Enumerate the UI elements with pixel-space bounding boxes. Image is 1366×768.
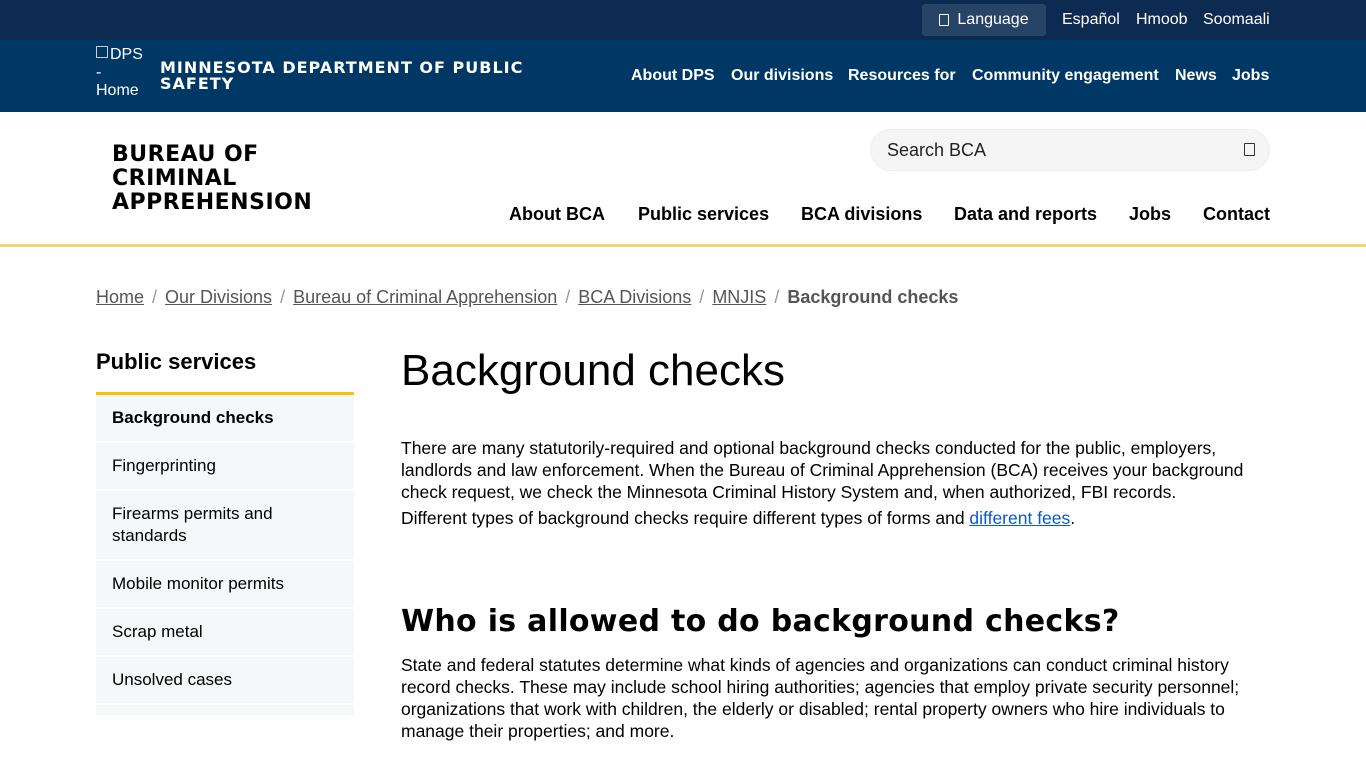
- breadcrumb: [96, 287, 958, 308]
- bca-nav-divisions[interactable]: BCA divisions: [801, 204, 923, 224]
- globe-icon: [939, 14, 949, 26]
- forms-paragraph: [401, 507, 1281, 529]
- language-button[interactable]: [922, 4, 1046, 36]
- sidebar-heading: Public services: [96, 349, 257, 374]
- forms-end: .: [1070, 508, 1076, 528]
- search-input[interactable]: [887, 140, 1227, 161]
- bca-nav-contact[interactable]: Contact: [1203, 204, 1270, 224]
- sidebar-item-unsolved-cases[interactable]: Unsolved cases: [96, 657, 354, 705]
- sidebar-item-background-checks[interactable]: Background checks: [96, 395, 354, 443]
- sidebar-item-scrap-metal[interactable]: Scrap metal: [96, 609, 354, 657]
- language-link-espanol[interactable]: Español: [1062, 11, 1120, 28]
- utility-bar: [0, 0, 1366, 40]
- breadcrumb-separator: /: [699, 287, 705, 307]
- breadcrumb-mnjis[interactable]: MNJIS: [712, 287, 767, 307]
- breadcrumb-bca-divisions[interactable]: BCA Divisions: [578, 287, 692, 307]
- language-label: Language: [957, 11, 1029, 28]
- dps-nav-news[interactable]: News: [1175, 67, 1217, 84]
- breadcrumb-separator: /: [774, 287, 780, 307]
- breadcrumb-bca[interactable]: Bureau of Criminal Apprehension: [293, 287, 558, 307]
- breadcrumb-our-divisions[interactable]: Our Divisions: [165, 287, 273, 307]
- breadcrumb-separator: /: [280, 287, 286, 307]
- section-heading-who-allowed: Who is allowed to do background checks?: [401, 604, 1120, 639]
- bca-nav-about[interactable]: About BCA: [509, 204, 605, 224]
- dps-nav-jobs[interactable]: Jobs: [1232, 67, 1270, 84]
- dps-logo-alt: DPS - Home: [96, 46, 143, 99]
- dps-title[interactable]: MINNESOTA DEPARTMENT OF PUBLIC SAFETY: [160, 58, 524, 93]
- sidebar-item-fingerprinting[interactable]: Fingerprinting: [96, 443, 354, 491]
- page-title: Background checks: [401, 346, 785, 395]
- search-icon[interactable]: [1244, 143, 1255, 156]
- broken-image-icon: [96, 46, 108, 58]
- sidebar-item-mobile-monitor[interactable]: Mobile monitor permits: [96, 561, 354, 609]
- statutes-paragraph: State and federal statutes determine what kinds of agencies and organizations can conduct criminal history record checks. These may include school hiring authorities; agencies that employ private security personnel; organizations that work with children, the elderly or disabled; rental property owners who hire individuals to manage their properties; and more.: [401, 655, 1240, 741]
- intro-paragraph: There are many statutorily-required and optional background checks conducted for the public, employers, landlords and law enforcement. When the Bureau of Criminal Apprehension (BCA) receives your background check request, we check the Minnesota Criminal History System and, when authorized, FBI records.: [401, 438, 1244, 502]
- language-link-hmoob[interactable]: Hmoob: [1136, 11, 1188, 28]
- breadcrumb-home[interactable]: Home: [96, 287, 145, 307]
- header-divider: [0, 244, 1366, 247]
- dps-nav-community[interactable]: Community engagement: [972, 67, 1159, 84]
- search-box: [870, 129, 1270, 171]
- bca-nav-data-reports[interactable]: Data and reports: [954, 204, 1098, 224]
- bca-title[interactable]: BUREAU OF CRIMINAL APPREHENSION: [112, 142, 313, 215]
- bca-nav-public-services[interactable]: Public services: [638, 204, 770, 224]
- breadcrumb-current: Background checks: [787, 287, 959, 307]
- sidebar-menu: [96, 395, 354, 715]
- dps-nav-divisions[interactable]: Our divisions: [731, 67, 834, 84]
- breadcrumb-separator: /: [152, 287, 158, 307]
- sidebar-item-firearms[interactable]: Firearms permits and standards: [96, 491, 354, 561]
- forms-text: Different types of background checks require different types of forms and: [401, 508, 970, 528]
- bca-nav-jobs[interactable]: Jobs: [1129, 204, 1172, 224]
- language-link-soomaali[interactable]: Soomaali: [1203, 11, 1270, 28]
- dps-nav-resources[interactable]: Resources for: [848, 67, 956, 84]
- different-fees-link[interactable]: different fees: [969, 508, 1071, 528]
- dps-logo-image[interactable]: [96, 46, 148, 104]
- breadcrumb-separator: /: [565, 287, 571, 307]
- dps-nav-about[interactable]: About DPS: [631, 67, 715, 84]
